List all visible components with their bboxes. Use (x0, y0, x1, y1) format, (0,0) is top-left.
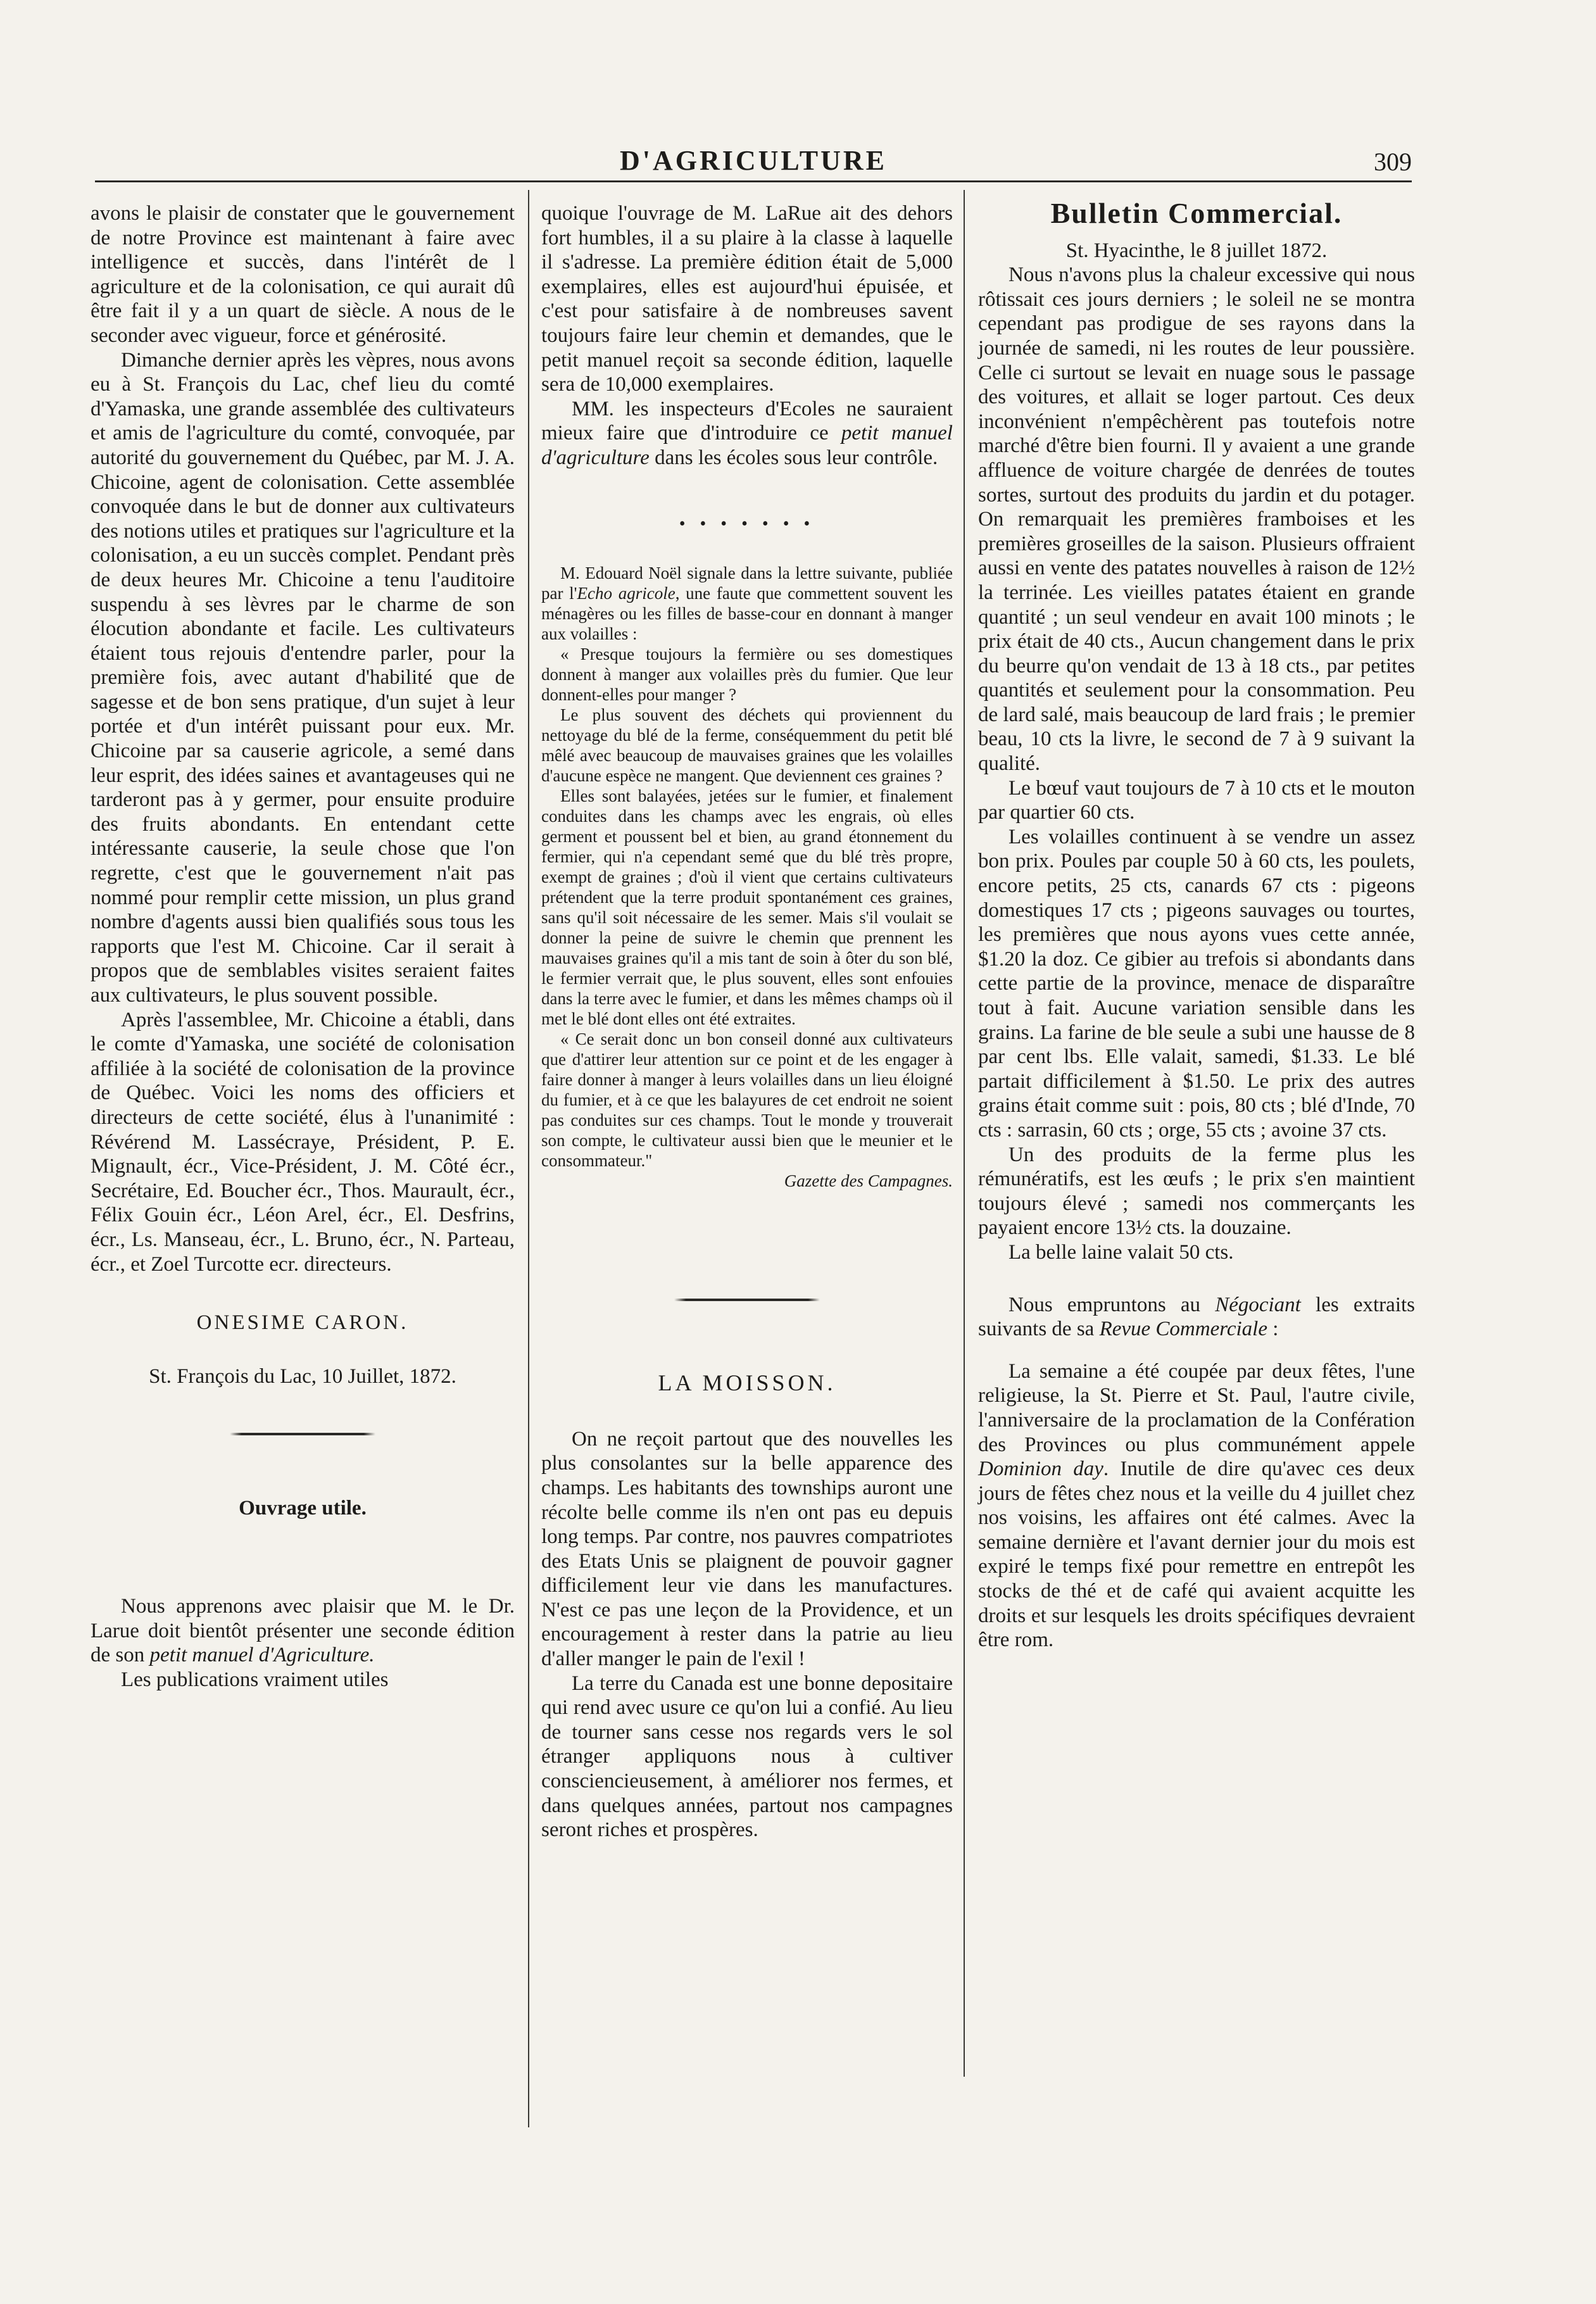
newspaper-name: Négociant (1215, 1293, 1301, 1316)
column-title: Revue Commerciale (1099, 1318, 1267, 1341)
text-run: MM. les inspecteurs d'Ecoles ne sauraient mieux faire que d'introduire ce (541, 397, 953, 445)
article-paragraph: On ne reçoit partout que des nouvelles les plus consolantes sur la belle apparence des champs. Les habitants des townships auront une récolte belle comme ils n'en ont pas eu depuis long temps. Par contre, nos pauvres compatriotes des Etats Unis se plaignent de pouvoir gagner difficilement leur vie dans les manufactures. N'est ce pas une leçon de la Providence, et un encouragement à rester dans la patrie au lieu d'aller manger le pain de l'exil ! (541, 1427, 953, 1671)
article-paragraph: Nous n'avons plus la chaleur excessive qui nous rôtissait ces jours derniers ; le soleil ne se montra cependant pas prodigue de ses rayons dans la journée de samedi, ni les routes de leur poussière. Celle ci surtout se levait en nuage sous le passage des voitures, et allait se loger partout. Ces deux inconvénient n'empêchèrent pas toutefois notre marché d'être bien fourni. Il y avaient a une grande affluence de voiture chargée de denrées de toutes sortes, surtout des produits du jardin et du potager. On remarquait les premières framboises et les premières groseilles de la saison. Plusieurs offraient aussi en vente des patates nouvelles à raison de 12½ la terrinée. Les vieilles patates étaient en grande quantité ; un seul vendeur en avait 100 minots ; le prix était de 40 cts., Aucun changement dans le prix du beurre qu'on vendait de 13 à 18 cts., par petites quantités et seulement pour la consommation. Peu de lard salé, mais beaucoup de lard frais ; le premier beau, 10 cts la livre, le second de 7 à 9 suivant la qualité. (978, 263, 1415, 776)
letter-paragraph (541, 563, 953, 644)
article-paragraph (541, 397, 953, 470)
column-left (91, 201, 515, 1692)
text-run: , une faute que commettent souvent les ménagères ou les filles de basse-cour en donnant à manger aux volailles : (541, 584, 953, 644)
article-dateline: St. François du Lac, 10 Juillet, 1872. (149, 1364, 456, 1388)
section-heading-la-moisson: LA MOISSON. (658, 1370, 836, 1396)
article-paragraph: Dimanche dernier après les vèpres, nous avons eu à St. François du Lac, chef lieu du comté d'Yamaska, une grande assemblée des cultivateurs et amis de l'agriculture du comté, convoquée, par autorité du gouvernement du Québec, par M. J. A. Chicoine, agent de colonisation. Cette assemblée convoquée dans le but de donner aux cultivateurs des notions utiles et pratiques sur l'agriculture et la colonisation, a eu un succès complet. Pendant près de deux heures Mr. Chicoine a tenu l'auditoire suspendu à ses lèvres par le charme de son élocution abondante et facile. Les cultivateurs étaient tous rejouis d'entendre parler, pour la première fois, avec autant d'habilité que de sagesse et de bon sens pratique, d'un sujet à leur portée et d'un intérêt puissant pour eux. Mr. Chicoine par sa causerie agricole, a semé dans leur esprit, des idées saines et avantageuses qui ne tarderont pas à y germer, pour ensuite produire des fruits abondants. En entendant cette intéressante causerie, la seule chose que l'on regrette, c'est que le gouvernement n'ait pas nommé pour remplir cette mission, un plus grand nombre d'agents aussi bien qualifiés sous tous les rapports que l'est M. Chicoine. Car il serait à propos que de semblables visites seraient faites aux cultivateurs, le plus souvent possible. (91, 348, 515, 1007)
letter-paragraph: Le plus souvent des déchets qui proviennent du nettoyage du blé de la ferme, conséquemment du petit blé mêlé avec beaucoup de mauvaises graines que les volailles d'aucune espèce ne mangent. Que deviennent ces graines ? (541, 705, 953, 786)
article-signature: ONESIME CARON. (196, 1311, 409, 1335)
article-paragraph: avons le plaisir de constater que le gouvernement de notre Province est maintenant à faire avec intelligence et succès, dans l'intérêt de l agriculture et de la colonisation, ce qui aurait dû être fait il y a un quart de siècle. A nous de le seconder avec vigueur, force et générosité. (91, 202, 515, 347)
holiday-name: Dominion day (978, 1457, 1103, 1481)
article-paragraph: La terre du Canada est une bonne depositaire qui rend avec usure ce qu'on lui a confié. Au lieu de tourner sans cesse nos regards vers le sol étranger appliquons nous à cultiver consciencieusement, à améliorer nos fermes, et dans quelques années, partout nos campagnes seront riches et prospères. (541, 1671, 953, 1842)
newspaper-name: Echo agricole (577, 584, 675, 603)
column-rule-right (964, 190, 965, 2077)
text-run: La semaine a été coupée par deux fêtes, l'une religieuse, la St. Pierre et St. Paul, l'autre civile, l'anniversaire de la proclamation de la Confération des Provinces ou plus communément appele (978, 1359, 1415, 1456)
article-paragraph: Le bœuf vaut toujours de 7 à 10 cts et le mouton par quartier 60 cts. (978, 776, 1415, 824)
article-paragraph: Un des produits de la ferme plus les rémunératifs, est les œufs ; le prix s'en maintient toujours élevé ; samedi nos commerçants les payaient encore 13½ cts. la douzaine. (978, 1143, 1415, 1240)
text-run: . Inutile de dire qu'avec ces deux jours de fêtes chez nous et la veille du 4 juillet chez nos voisins, les affaires ont été calmes. Avec la semaine dernière et l'avant dernier jour du mois est expiré le temps fixé pour remettre en entrepôt les stocks de thé et de café qui avaient acquitte les droits et sur lesquels les droits spécifiques devraient être rom. (978, 1457, 1416, 1652)
running-title: D'AGRICULTURE (619, 145, 887, 176)
book-title: petit manuel d'Agriculture. (149, 1644, 375, 1667)
article-paragraph (91, 1594, 515, 1668)
article-paragraph: Les volailles continuent à se vendre un assez bon prix. Poules par couple 50 à 60 cts, les poulets, encore petits, 25 cts, canards 67 cts : pigeons domestiques 17 cts ; pigeons sauvages ou tourtes, les premières que nous ayons vues cette année, $1.20 la doz. Ce gibier au trefois si abondants dans cette partie de la province, menace de disparaître tout à fait. Aucune variation sensible dans les grains. La farine de ble seule a subi une hausse de 8 par cent lbs. Elle valait, samedi, $1.33. Le blé partait difficilement à $1.50. Le prix des autres grains était comme suit : pois, 80 cts ; blé d'Inde, 70 cts : sarrasin, 60 cts ; orge, 55 cts ; avoine 37 cts. (978, 825, 1415, 1142)
section-heading-bulletin-commercial: Bulletin Commercial. (1050, 197, 1343, 229)
letter-paragraph: « Presque toujours la fermière ou ses domestiques donnent à manger aux volailles près du fumier. Que leur donnent-elles pour manger ? (541, 645, 953, 705)
text-run: Nous apprenons avec plaisir que M. le Dr. Larue doit bientôt présenter une seconde édition de son (91, 1594, 515, 1667)
running-head (95, 144, 1412, 182)
section-heading-ouvrage-utile: Ouvrage utile. (239, 1497, 367, 1520)
text-run: Nous empruntons au (1008, 1293, 1216, 1316)
article-paragraph: Les publications vraiment utiles (121, 1668, 389, 1691)
article-paragraph (978, 1359, 1415, 1652)
article-paragraph: Après l'assemblee, Mr. Chicoine a établi, dans le comte d'Yamaska, une société de colonisation affiliée à la société de colonisation de la province de Québec. Voici les noms des officiers et directeurs de cette société, élus à l'unanimité : Révérend M. Lassécraye, Président, P. E. Mignault, écr., Vice-Président, J. M. Côté écr., Secrétaire, Ed. Boucher écr., Thos. Maurault, écr., Félix Gouin écr., Léon Arel, écr., El. Desfrins, écr., Ls. Manseau, écr., L. Bruno, écr., N. Parteau, écr., et Zoel Turcotte ecr. directeurs. (91, 1008, 515, 1276)
book-title: petit manuel d'agriculture (541, 422, 953, 469)
dotted-separator: • • • • • • • (679, 513, 815, 534)
text-run: : (1267, 1318, 1279, 1341)
article-paragraph: La belle laine valait 50 cts. (1008, 1240, 1234, 1264)
column-right (978, 197, 1416, 1652)
source-credit: Gazette des Campagnes. (784, 1171, 953, 1191)
column-middle (541, 201, 953, 1842)
header-rule (95, 180, 1412, 182)
page-number: 309 (1374, 148, 1412, 176)
article-paragraph (978, 1293, 1415, 1342)
text-run: M. Edouard Noël signale dans la lettre suivante, publiée par l' (541, 563, 953, 603)
quoted-letter (541, 563, 953, 1191)
article-dateline: St. Hyacinthe, le 8 juillet 1872. (1065, 239, 1328, 262)
letter-paragraph: Elles sont balayées, jetées sur le fumier, et finalement conduites dans les champs avec les engrais, où elles germent et poussent bel et bien, au grand étonnement du fermier, qui n'a cependant semé que du blé très propre, exempt de graines ; d'où il vient que certains cultivateurs prétendent que la terre produit spontanément ces graines, sans qu'il soit nécessaire de les semer. Mais s'il voulait se donner la peine de suivre le chemin que prennent les mauvaises graines qu'il a mis tant de soin à ôter du son blé, le fermier verrait que, le plus souvent, elles sont enfouies dans la terre avec le fumier, et dans les mêmes champs où il met le blé dont elles ont été extraites. (541, 786, 953, 1029)
text-run: les extraits suivants de sa (978, 1293, 1415, 1341)
letter-paragraph: « Ce serait donc un bon conseil donné aux cultivateurs que d'attirer leur attention sur ce point et de les engager à faire donner à manger à leurs volailles dans un lieu éloigné du fumier, et à ce que les balayures de cet endroit ne soient pas conduites sur ces champs. Tout le monde y trouverait son compte, le cultivateur aussi bien que le meunier et le consommateur." (541, 1029, 953, 1171)
article-paragraph: quoique l'ouvrage de M. LaRue ait des dehors fort humbles, il a su plaire à la classe à laquelle il s'adresse. La première édition était de 5,000 exemplaires, elles est aujourd'hui épuisée, et c'est pour satisfaire à de nombreuses savent toujours faire leur chemin et demandes, que le petit manuel reçoit sa seconde édition, laquelle sera de 10,000 exemplaires. (541, 202, 953, 396)
text-run: dans les écoles sous leur contrôle. (649, 446, 938, 469)
column-rule-left (528, 190, 529, 2127)
